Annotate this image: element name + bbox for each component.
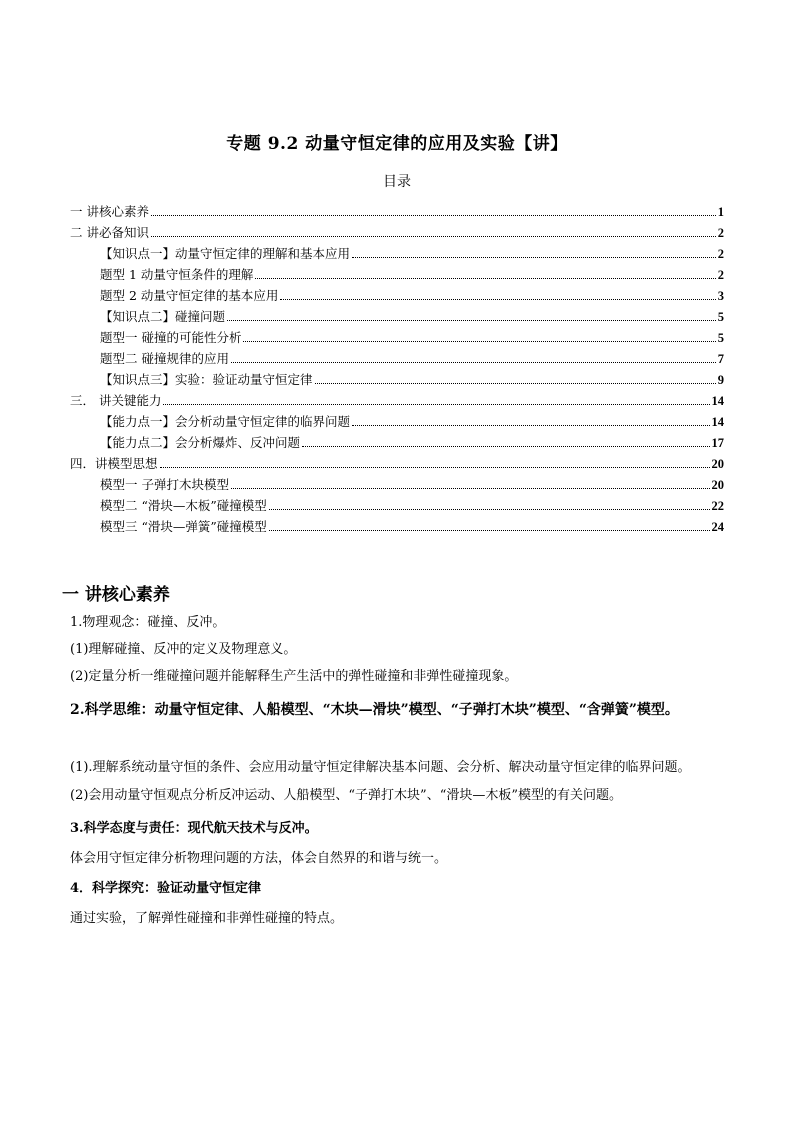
toc-entry-page-number: 5: [717, 331, 724, 345]
toc-leader-dots: [269, 508, 710, 510]
toc-entry-page-number: 14: [711, 415, 724, 429]
toc-entry-page-number: 7: [717, 352, 724, 366]
toc-entry-page-number: 2: [717, 268, 724, 282]
toc-entry[interactable]: [70, 220, 724, 241]
toc-entry-label: 题型 1 动量守恒条件的理解: [100, 267, 254, 282]
paragraph-scientific-thinking: 2.科学思维：动量守恒定律、人船模型、“木块—滑块”模型、“子弹打木块”模型、“含弹簧”模型。: [70, 702, 679, 718]
toc-entry-label: 【知识点一】动量守恒定律的理解和基本应用: [100, 246, 351, 261]
toc-entry-label: 【知识点二】碰撞问题: [100, 309, 226, 324]
toc-entry-page-number: 2: [717, 226, 724, 240]
toc-leader-dots: [280, 298, 715, 300]
paragraph-item: (1).理解系统动量守恒的条件、会应用动量守恒定律解决基本问题、会分析、解决动量守恒定律的临界问题。: [70, 760, 691, 775]
toc-heading: 目录: [383, 174, 411, 190]
toc-leader-dots: [243, 340, 715, 342]
toc-entry[interactable]: [70, 409, 724, 430]
table-of-contents: [70, 199, 724, 535]
toc-leader-dots: [315, 382, 716, 384]
paragraph-item: 通过实验，了解弹性碰撞和非弹性碰撞的特点。: [70, 911, 344, 926]
toc-leader-dots: [255, 277, 715, 279]
toc-entry-page-number: 5: [717, 310, 724, 324]
toc-entry-label: 【能力点一】会分析动量守恒定律的临界问题: [100, 414, 351, 429]
paragraph-scientific-attitude: 3.科学态度与责任：现代航天技术与反冲。: [70, 821, 318, 836]
toc-entry-page-number: 14: [711, 394, 724, 408]
toc-entry-label: 题型 2 动量守恒定律的基本应用: [100, 288, 279, 303]
paragraph-item: 体会用守恒定律分析物理问题的方法，体会自然界的和谐与统一。: [70, 851, 448, 866]
paragraph-scientific-inquiry: 4．科学探究：验证动量守恒定律: [70, 881, 262, 896]
toc-entry-label: 【能力点二】会分析爆炸、反冲问题: [100, 435, 301, 450]
toc-entry-page-number: 24: [711, 520, 724, 534]
paragraph-item: (1)理解碰撞、反冲的定义及物理意义。: [70, 642, 297, 657]
toc-entry-page-number: 2: [717, 247, 724, 261]
toc-entry-label: 三． 讲关键能力: [70, 393, 162, 408]
toc-entry-label: 二 讲必备知识: [70, 225, 149, 240]
toc-entry[interactable]: [70, 388, 724, 409]
toc-entry-label: 四．讲模型思想: [70, 456, 158, 471]
toc-leader-dots: [160, 466, 710, 468]
toc-leader-dots: [269, 529, 710, 531]
toc-leader-dots: [227, 319, 716, 321]
toc-entry[interactable]: [70, 472, 724, 493]
toc-entry[interactable]: [70, 346, 724, 367]
toc-leader-dots: [302, 445, 709, 447]
toc-leader-dots: [352, 256, 716, 258]
toc-entry-label: 【知识点三】实验：验证动量守恒定律: [100, 372, 313, 387]
toc-entry[interactable]: [70, 325, 724, 346]
toc-entry[interactable]: [70, 262, 724, 283]
toc-entry-label: 模型一 子弹打木块模型: [100, 477, 229, 492]
toc-leader-dots: [352, 424, 709, 426]
toc-entry-page-number: 3: [717, 289, 724, 303]
toc-entry-label: 题型一 碰撞的可能性分析: [100, 330, 242, 345]
toc-leader-dots: [151, 214, 716, 216]
toc-entry[interactable]: [70, 367, 724, 388]
toc-entry[interactable]: [70, 199, 724, 220]
toc-leader-dots: [151, 235, 716, 237]
toc-entry-label: 题型二 碰撞规律的应用: [100, 351, 229, 366]
toc-leader-dots: [231, 487, 710, 489]
toc-entry-page-number: 22: [711, 499, 724, 513]
toc-leader-dots: [163, 403, 709, 405]
toc-entry-page-number: 9: [717, 373, 724, 387]
toc-entry[interactable]: [70, 451, 724, 472]
toc-entry[interactable]: [70, 493, 724, 514]
paragraph-item: (2)会用动量守恒观点分析反冲运动、人船模型、“子弹打木块”、“滑块—木板”模型的有关问题。: [70, 788, 622, 803]
toc-entry-page-number: 17: [711, 436, 724, 450]
section-heading: 一 讲核心素养: [62, 585, 170, 605]
toc-entry[interactable]: [70, 514, 724, 535]
toc-entry-page-number: 20: [711, 478, 724, 492]
toc-entry[interactable]: [70, 430, 724, 451]
toc-entry-label: 模型三 “滑块—弹簧”碰撞模型: [100, 519, 267, 534]
toc-entry-label: 一 讲核心素养: [70, 204, 149, 219]
toc-entry[interactable]: [70, 283, 724, 304]
document-title: 专题 9.2 动量守恒定律的应用及实验【讲】: [226, 134, 568, 154]
toc-entry[interactable]: [70, 304, 724, 325]
toc-entry-page-number: 20: [711, 457, 724, 471]
toc-entry-label: 模型二 “滑块—木板”碰撞模型: [100, 498, 267, 513]
toc-entry[interactable]: [70, 241, 724, 262]
toc-leader-dots: [231, 361, 716, 363]
paragraph-item: (2)定量分析一维碰撞问题并能解释生产生活中的弹性碰撞和非弹性碰撞现象。: [70, 669, 518, 684]
toc-entry-page-number: 1: [717, 205, 724, 219]
paragraph-physics-concept: 1.物理观念：碰撞、反冲。: [70, 615, 226, 630]
